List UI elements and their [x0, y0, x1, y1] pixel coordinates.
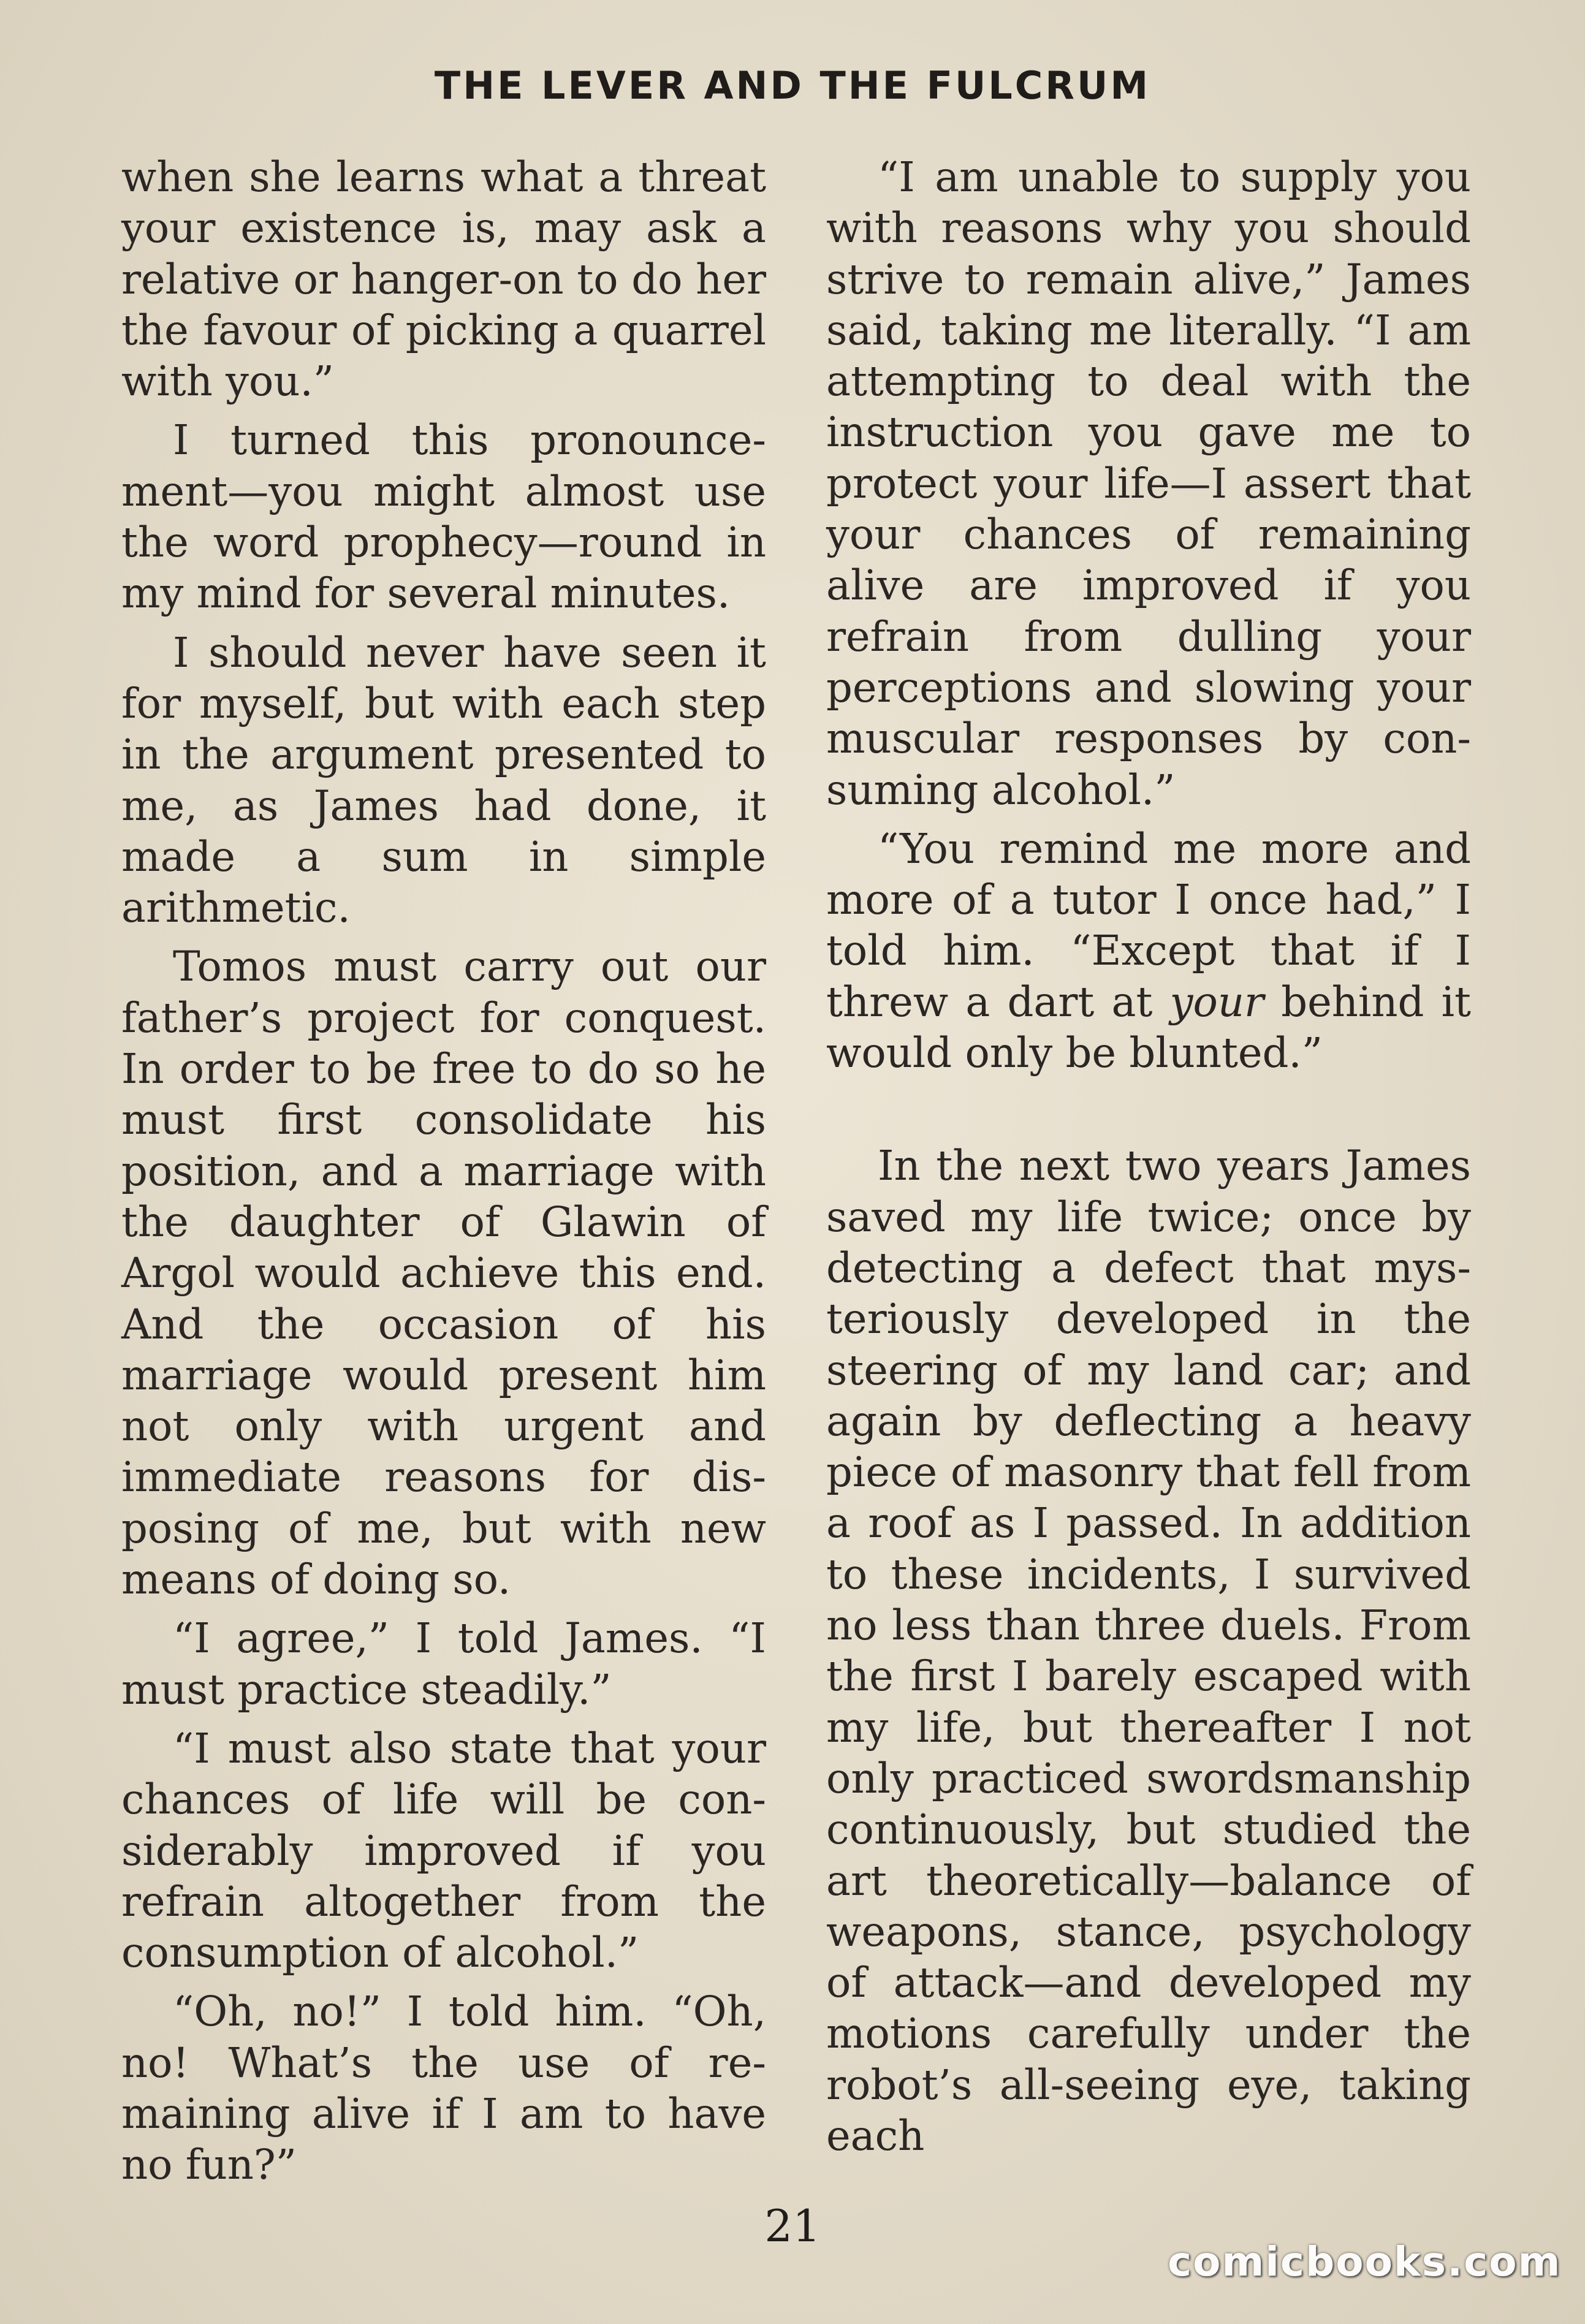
paragraph: I turned this pronouncement—you might almost use the word prophecy—round in my mind for several minutes.	[121, 416, 766, 618]
paragraph: “I must also state that your chances of life will be considerably improved if you refrain altogether from the consumption of alcohol.”	[121, 1724, 766, 1977]
page-number: 21	[764, 2200, 821, 2252]
paragraph: In the next two years James saved my life twice; once by detecting a defect that mysteriously developed in the steering of my land car; and again by deflecting a heavy piece of masonry that fell from a roof as I passed. In addition to these incidents, I survived no less than three duels. From the first I barely escaped with my life, but thereafter I not only practiced swordsmanship continuously, but studied the art theoretically—balance of weapons, stance, psychology of attack—and developed my motions carefully under the robot’s all-seeing eye, taking each	[826, 1142, 1471, 2160]
paragraph: Tomos must carry out our father’s project for conquest. In order to be free to do so he must first consolidate his position, and a marriage with the daughter of Glawin of Argol would achieve this end. And the occasion of his marriage would present him not only with urgent and immediate reasons for disposing of me, but with new means of doing so.	[121, 943, 766, 1604]
text-run: behind it would only be blunted.”	[826, 978, 1471, 1077]
paragraph: “I agree,” I told James. “I must practice steadily.”	[121, 1614, 766, 1714]
left-column	[121, 152, 766, 2199]
running-title: THE LEVER AND THE FULCRUM	[434, 63, 1151, 108]
text-run: “You remind me more and more of a tutor I once had,” I told him. “Except that if I threw a dart at	[826, 824, 1471, 1026]
paragraph: when she learns what a threat your existence is, may ask a relative or hanger-on to do her the favour of picking a quarrel with you.”	[121, 153, 766, 406]
paragraph: “I am unable to supply you with reasons why you should strive to remain alive,” James said, taking me literally. “I am attempting to deal with the instruction you gave me to protect your life—I assert that your chances of remaining alive are improved if you refrain from dulling your perceptions and slowing your muscular responses by consuming alcohol.”	[826, 153, 1471, 814]
right-column	[826, 152, 1471, 2170]
paragraph: “Oh, no!” I told him. “Oh, no! What’s the use of remaining alive if I am to have no fun?”	[121, 1988, 766, 2189]
paragraph	[826, 824, 1471, 1079]
italic-emphasis: your	[1169, 978, 1264, 1026]
paragraph: I should never have seen it for myself, but with each step in the argument presented to me, as James had done, it made a sum in simple arithmetic.	[121, 628, 766, 932]
watermark: comicbooks.com	[1168, 2238, 1562, 2285]
